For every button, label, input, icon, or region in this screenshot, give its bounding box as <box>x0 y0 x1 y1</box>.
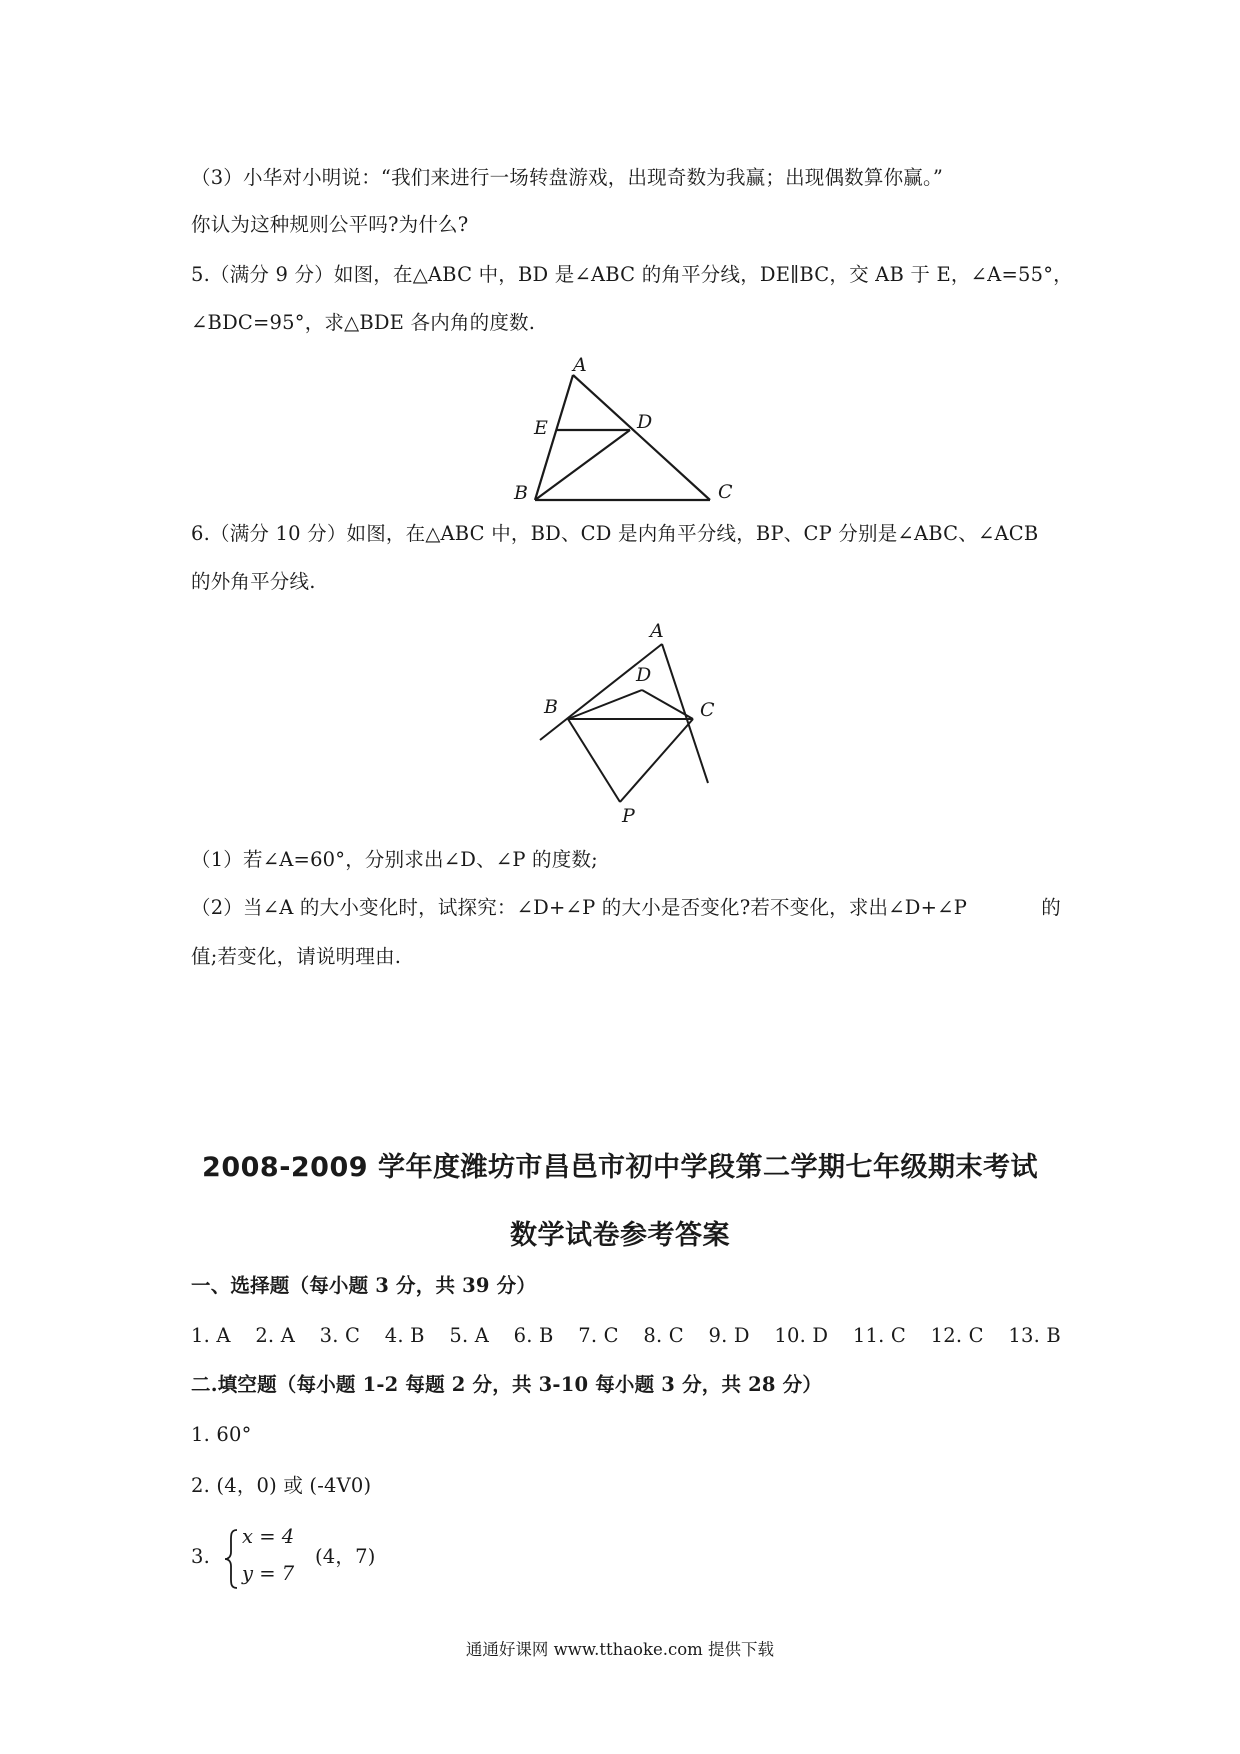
segment-cp <box>620 719 693 802</box>
q6-part2-line1 <box>191 896 1061 920</box>
section1-heading: 一、选择题（每小题 3 分，共 39 分） <box>191 1274 537 1297</box>
choice-answer: 6. B <box>513 1324 554 1347</box>
segment-bd <box>568 690 642 719</box>
page-footer: 通通好课网 www.tthaoke.com 提供下载 <box>465 1640 775 1659</box>
q6-part2-line1-text: （2）当∠A 的大小变化时，试探究：∠D+∠P 的大小是否变化?若不变化，求出∠D+∠P <box>191 896 968 919</box>
answer-title-line1: 2008-2009 学年度潍坊市昌邑市初中学段第二学期七年级期末考试 <box>202 1152 1038 1183</box>
q6-triangle-figure <box>530 615 730 825</box>
segment-bd <box>535 430 630 500</box>
label-a: A <box>573 354 587 376</box>
section2-heading: 二.填空题（每小题 1-2 每题 2 分，共 3-10 每小题 3 分，共 28 分） <box>191 1373 823 1396</box>
segment-dc <box>642 690 693 719</box>
choice-answer: 4. B <box>384 1324 425 1347</box>
q6-line1: 6.（满分 10 分）如图，在△ABC 中，BD、CD 是内角平分线，BP、CP 分别是∠ABC、∠ACB <box>191 522 1039 545</box>
q5-triangle-figure <box>510 350 750 510</box>
label-b: B <box>514 482 528 504</box>
q5-line2: ∠BDC=95°，求△BDE 各内角的度数. <box>191 311 536 334</box>
fill-answer-1: 1. 60° <box>191 1423 252 1446</box>
choice-answers-row <box>191 1324 1061 1348</box>
choice-answer: 9. D <box>708 1324 750 1347</box>
q5-line1-tail: ， <box>1053 263 1073 286</box>
choice-answer: 7. C <box>578 1324 619 1347</box>
label-d: D <box>636 664 652 686</box>
choice-answer: 8. C <box>643 1324 684 1347</box>
q5-line1-text: 5.（满分 9 分）如图，在△ABC 中，BD 是∠ABC 的角平分线，DE∥BC，交 AB 于 E，∠A=55° <box>191 263 1054 286</box>
label-e: E <box>534 417 548 439</box>
choice-answer: 2. A <box>255 1324 295 1347</box>
label-c: C <box>700 699 715 721</box>
equation-x: x = 4 <box>242 1525 295 1548</box>
fill-answer-3-point: (4，7) <box>315 1545 376 1568</box>
label-a: A <box>650 620 664 642</box>
q4-part3-line2: 你认为这种规则公平吗?为什么? <box>191 213 469 236</box>
segment-ac <box>573 375 710 500</box>
choice-answer: 5. A <box>449 1324 490 1347</box>
answer-title-line2: 数学试卷参考答案 <box>510 1220 730 1251</box>
label-b: B <box>544 696 558 718</box>
choice-answer: 3. C <box>319 1324 361 1347</box>
label-p: P <box>622 805 635 825</box>
choice-answer: 12. C <box>930 1324 984 1347</box>
choice-answer: 1. A <box>191 1324 231 1347</box>
label-c: C <box>718 481 733 503</box>
q4-part3-line1: （3）小华对小明说：“我们来进行一场转盘游戏，出现奇数为我赢；出现偶数算你赢。” <box>191 166 944 189</box>
equation-y: y = 7 <box>242 1562 295 1585</box>
q6-part2-line2: 值;若变化，请说明理由. <box>191 945 402 968</box>
fill-answer-3-number: 3. <box>191 1545 211 1568</box>
q5-line1 <box>191 263 1073 287</box>
q6-part2-line1-tail: 的 <box>1041 896 1061 919</box>
equation-brace <box>223 1528 239 1590</box>
segment-bp <box>568 719 620 802</box>
q6-part1: （1）若∠A=60°，分别求出∠D、∠P 的度数; <box>191 848 598 871</box>
fill-answer-2: 2. (4，0) 或 (-4V0) <box>191 1474 372 1497</box>
choice-answer: 10. D <box>774 1324 829 1347</box>
q6-line2: 的外角平分线. <box>191 570 316 593</box>
label-d: D <box>637 411 653 433</box>
choice-answer: 11. C <box>852 1324 907 1347</box>
choice-answer: 13. B <box>1008 1324 1061 1347</box>
